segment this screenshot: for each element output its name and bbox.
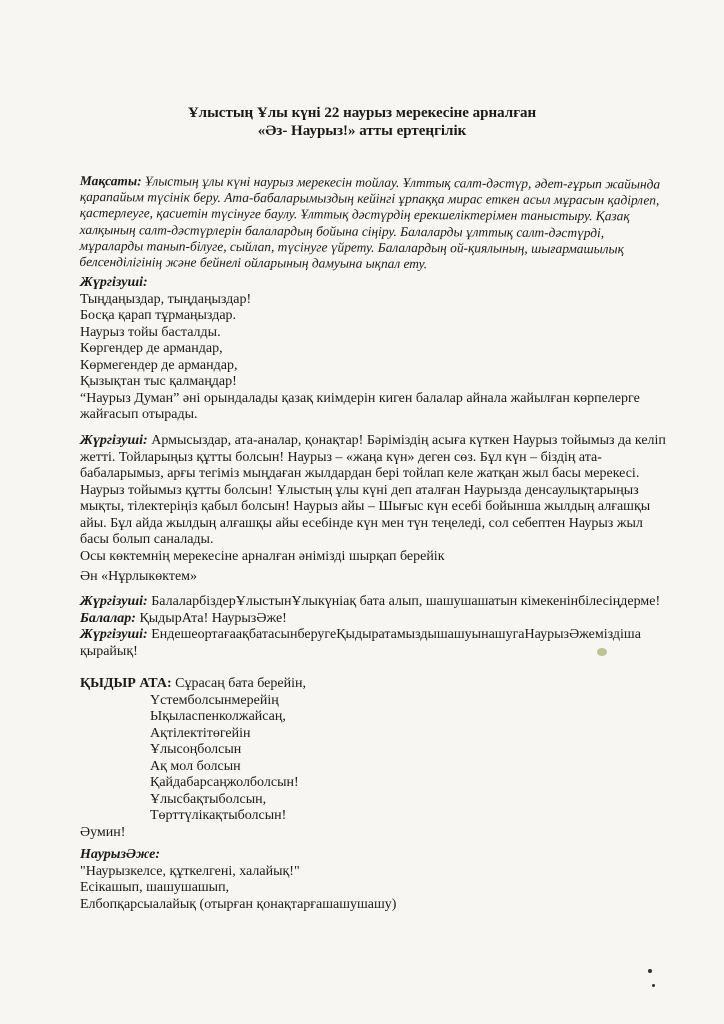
- goal-label: Мақсаты:: [79, 173, 142, 189]
- scan-dot: [652, 984, 655, 987]
- host-label: Жүргізуші:: [80, 594, 148, 609]
- host-section-2: [80, 433, 670, 565]
- song-title: Ән «Нұрлыкөктем»: [80, 569, 198, 584]
- children-label: Балалар:: [80, 610, 136, 626]
- host-section-1: [80, 275, 670, 424]
- host-label: Жүргізуші:: [80, 627, 148, 642]
- goal-text: Ұлыстың ұлы күні наурыз мерекесін тойлау. Ұлттық салт-дәстүр, әдет-ғұрып жайында қарапайым түсінік беру. Ата-бабаларымыздың кейінгі ұрпаққа мирас еткен асыл мұрасын қадірлеп, қастерлеуге, қасиетін түсінуге баулу. Ұлттық дәстүрдің ерекшеліктерімен таныстыру. Қазақ халқының салт-дәстүрлерін балалардың бойына сіңіру. Балаларды ұлттық салт-дәстүрді, мұраларды танып-білуге, сыйлап, түсінуге үйрету. Балалардың ой-қиялының, шығармашылық белсенділігінің және бейнелі ойларының дамуына ықпал ету.: [79, 173, 661, 272]
- host-line: ЕндешеортағаақбатасынберугеҚыдыратамыздышашуынашугаНаурызӘжеміздіша қырайық!: [80, 627, 641, 659]
- verse-line: Көргендер де армандар,: [80, 341, 223, 356]
- nauryz-aje-label: НаурызӘже:: [80, 847, 161, 862]
- verse-line: Наурыз тойы басталды.: [80, 324, 221, 340]
- amen-line: Әумин!: [80, 824, 126, 840]
- aje-line: Есікашып, шашушашып,: [80, 880, 230, 895]
- kydyr-ata-label: ҚЫДЫР АТА:: [80, 676, 172, 691]
- host-label: Жүргізуші:: [80, 433, 148, 448]
- verse-line: Көрмегендер де армандар,: [80, 357, 238, 373]
- document-subtitle: «Әз- Наурыз!» атты ертеңгілік: [257, 123, 467, 139]
- host-line: БалаларбіздерҰлыстынҰлыкүніақ бата алып, шашушашатын кімекенінбілесіңдерме!: [151, 594, 661, 609]
- blessing-line: Төрттүлікақтыболсын!: [150, 808, 287, 823]
- blessing-line: Ұлысоңболсын: [150, 742, 242, 757]
- blessing-line: Ықыласпенколжайсаң,: [150, 709, 286, 724]
- kydyr-ata-section: [80, 676, 670, 841]
- document-title: Ұлыстың Ұлы күні 22 наурыз мерекесіне арналған: [187, 105, 537, 121]
- scan-dot: [648, 969, 652, 973]
- verse-line: Босқа қарап тұрмаңыздар.: [80, 308, 237, 323]
- verse-line: Тыңдаңыздар, тыңдаңыздар!: [80, 291, 252, 307]
- blessing-line: Ақ мол болсын: [150, 758, 241, 774]
- blessing-line: Ұлысбақтыболсын,: [150, 791, 267, 807]
- dialogue-section: [80, 594, 670, 660]
- host-speech: Армысыздар, ата-аналар, қонақтар! Бәріміздің асыға күткен Наурыз тойымыз да келіп жетті. Тойларыңыз құтты болсын! Наурыз – «жаңа күн» деген сөз. Бұл күн – біздің ата-бабаларымыз, арғы тегіміз мыңдаған жылдардан бері тойлап келе жатқан жыл басы мерекесі. Наурыз тойымыз құтты болсын! Ұлыстың ұлы күні деп аталған Наурызда денсаулықтарыңыз мықты, тілектеріңіз қабыл болсын! Наурыз айы – Шығыс күн есебі бойынша жылдың алғашқы айы. Бұл айда жылдың алғашқы айы есебінде күн мен түн теңеледі, сол себептен Наурыз жыл басы болып саналады.: [80, 433, 666, 547]
- blessing-line: Сұрасаң бата берейін,: [175, 676, 306, 691]
- stage-direction: “Наурыз Думан” әні орындалады қазақ киімдерін киген балалар айнала жайылған көрпелерге жайғасып отырады.: [80, 390, 640, 422]
- verse-line: Қызықтан тыс қалмаңдар!: [80, 374, 237, 389]
- goal-paragraph: [79, 173, 670, 274]
- aje-line: "Наурызкелсе, құткелгені, халайық!": [80, 863, 300, 879]
- blessing-line: Үстемболсынмерейің: [150, 692, 279, 708]
- aje-line: Елбопқарсыалайық (отырған қонақтарғашашушашу): [80, 896, 397, 912]
- children-line: ҚыдырАта! НаурызӘже!: [139, 610, 287, 626]
- host-song-intro: Осы көктемнің мерекесіне арналған әнімізді шырқап берейік: [80, 548, 445, 564]
- host-label: Жүргізуші:: [80, 275, 148, 290]
- ink-smudge: [597, 648, 607, 656]
- blessing-line: Қайдабарсаңжолболсын!: [150, 775, 299, 790]
- blessing-line: Ақтілектітөгейін: [150, 725, 251, 741]
- nauryz-aje-section: [80, 847, 670, 913]
